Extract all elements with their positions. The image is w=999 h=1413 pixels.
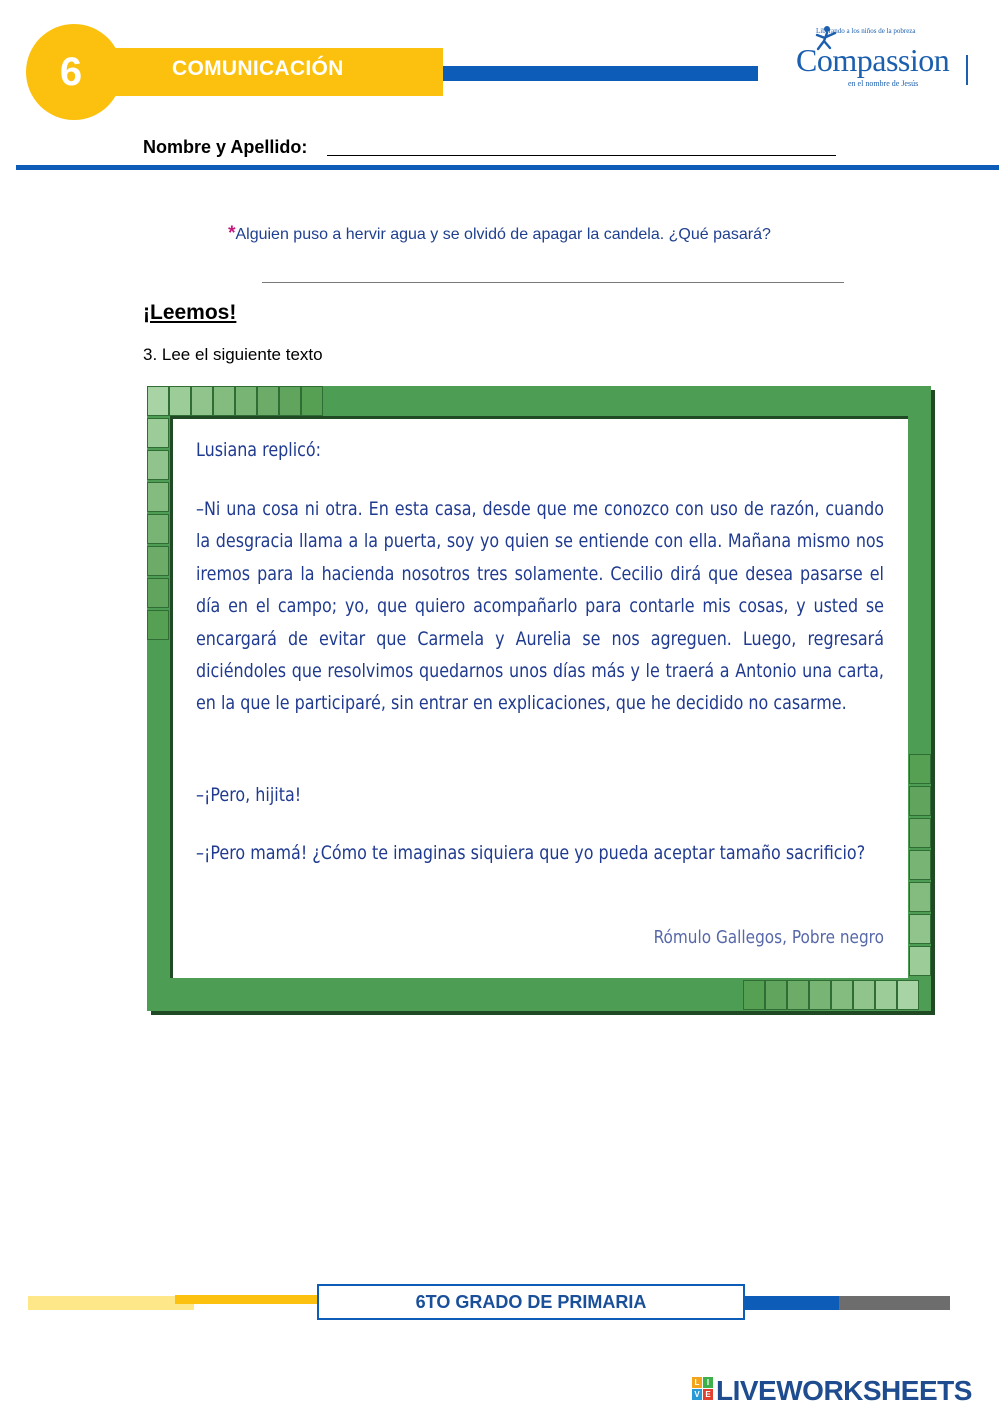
name-input-line[interactable] <box>327 155 836 156</box>
frame-tile <box>831 980 853 1010</box>
frame-tile <box>147 418 169 448</box>
frame-tile <box>909 946 931 976</box>
frame-tile <box>191 386 213 416</box>
frame-tile <box>909 882 931 912</box>
frame-tile <box>235 386 257 416</box>
story-attribution: Rómulo Gallegos, Pobre negro <box>653 927 884 948</box>
frame-tile <box>301 386 323 416</box>
logo-divider <box>966 55 968 85</box>
footer-bar-yellow <box>175 1295 320 1304</box>
header-rule <box>16 165 999 170</box>
logo-tagline: Liberando a los niños de la pobreza <box>816 27 916 35</box>
story-intro <box>196 434 884 466</box>
frame-tile <box>147 610 169 640</box>
frame-tile <box>909 786 931 816</box>
question-bullet: * <box>228 223 236 244</box>
frame-tile <box>765 980 787 1010</box>
story-dialogue-text: –Ni una cosa ni otra. En esta casa, desde que me conozco con uso de razón, cuando la desgracia llama a la puerta, soy yo quien se entiende con ella. Mañana mismo nos iremos para la hacienda nosotros tres solamente. Cecilio dirá que desea pasarse el día en el campo; yo, que quiero acompañarlo para contarle mis cosas, y usted se encargará de evitar que Carmela y Aurelia se nos agreguen. Luego, regresará diciéndoles que resolvimos quedarnos unos días más y le traerá a Antonio una carta, en la que le participaré, sin entrar en explicaciones, que he decidido no casarme. <box>196 498 884 715</box>
frame-tile <box>809 980 831 1010</box>
story-reply-2-text: –¡Pero mamá! ¿Cómo te imaginas siquiera que yo pueda aceptar tamaño sacrificio? <box>196 842 866 864</box>
section-title: ¡Leemos! <box>143 301 237 324</box>
frame-tile <box>787 980 809 1010</box>
lw-letter-l: L <box>692 1377 702 1388</box>
lw-letter-e: E <box>703 1389 713 1400</box>
liveworksheets-icon <box>692 1377 714 1401</box>
warmup-question <box>0 223 999 245</box>
frame-tile <box>213 386 235 416</box>
lw-letter-i: I <box>703 1377 713 1388</box>
frame-tile <box>853 980 875 1010</box>
frame-tile <box>147 450 169 480</box>
grade-label: 6TO GRADO DE PRIMARIA <box>317 1284 745 1320</box>
grade-badge <box>26 24 122 120</box>
frame-tile <box>279 386 301 416</box>
story-reply-1-text: –¡Pero, hijita! <box>196 784 302 806</box>
answer-input-line[interactable] <box>262 282 844 283</box>
story-dialogue <box>196 493 884 720</box>
footer-bar-blue <box>744 1296 839 1310</box>
header-accent-bar <box>443 66 758 81</box>
liveworksheets-wordmark: LIVEWORKSHEETS <box>716 1375 972 1406</box>
frame-tile <box>147 546 169 576</box>
frame-tile <box>147 578 169 608</box>
footer-bar-light <box>28 1296 194 1310</box>
frame-tile <box>147 482 169 512</box>
lw-letter-v: V <box>692 1389 702 1400</box>
instruction-text: 3. Lee el siguiente texto <box>143 345 323 364</box>
story-reply-1 <box>196 779 884 811</box>
grade-number: 6 <box>59 50 83 94</box>
name-label: Nombre y Apellido: <box>143 137 308 157</box>
frame-tile <box>909 850 931 880</box>
frame-tile <box>147 514 169 544</box>
frame-tile <box>909 754 931 784</box>
logo-subline: en el nombre de Jesús <box>848 79 919 88</box>
logo-wordmark: Compassion <box>796 42 950 78</box>
frame-tile <box>875 980 897 1010</box>
story-reply-2 <box>196 837 884 869</box>
frame-tile <box>147 386 169 416</box>
story-intro-text: Lusiana replicó: <box>196 439 322 461</box>
subject-title: COMUNICACIÓN <box>172 57 344 80</box>
frame-tile <box>743 980 765 1010</box>
question-text: Alguien puso a hervir agua y se olvidó de apagar la candela. ¿Qué pasará? <box>235 226 771 243</box>
frame-tile <box>909 914 931 944</box>
frame-tile <box>257 386 279 416</box>
frame-tile <box>169 386 191 416</box>
frame-tile <box>909 818 931 848</box>
footer-bar-gray <box>839 1296 950 1310</box>
frame-tile <box>897 980 919 1010</box>
